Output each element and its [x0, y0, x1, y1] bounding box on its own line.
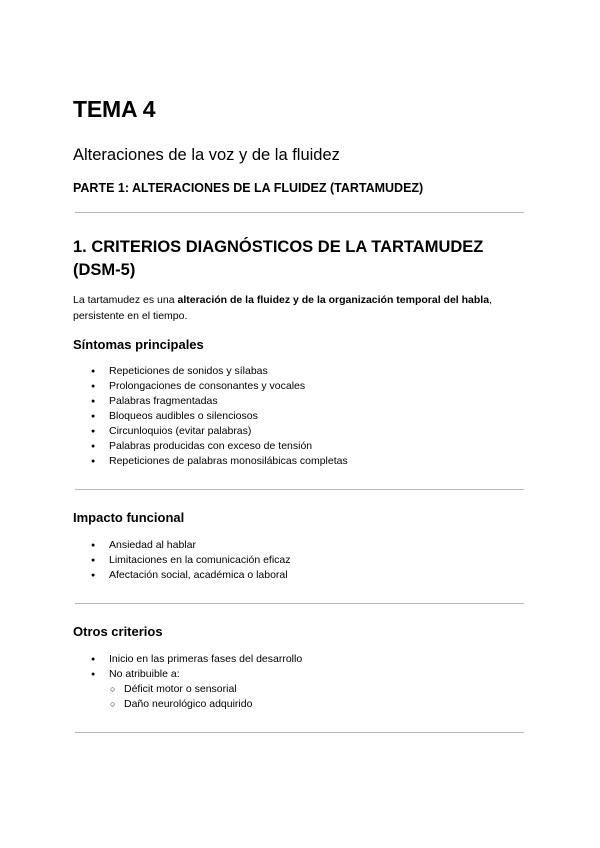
list-item: ● Palabras fragmentadas — [88, 394, 348, 409]
list-item-label: No atribuible a: — [109, 668, 180, 680]
list-item — [88, 667, 302, 682]
sub-list-item — [88, 697, 252, 712]
otros-heading: Otros criterios — [73, 624, 163, 639]
sintomas-heading: Síntomas principales — [73, 337, 204, 352]
intro-paragraph — [73, 292, 543, 324]
sub-list-item-label: Daño neurológico adquirido — [124, 698, 253, 710]
sintomas-list — [88, 364, 348, 469]
intro-bold-text: alteración de la fluidez y de la organización temporal del habla — [177, 294, 490, 306]
intro-text-end: , persistente en el tiempo. — [73, 294, 492, 322]
section-heading: 1. CRITERIOS DIAGNÓSTICOS DE LA TARTAMUDEZ (DSM-5) — [73, 238, 484, 279]
otros-list — [88, 652, 302, 682]
divider — [75, 212, 524, 213]
page-subtitle: Alteraciones de la voz y de la fluidez — [73, 146, 340, 164]
sub-list-item — [88, 682, 252, 697]
list-item: ● Bloqueos audibles o silenciosos — [88, 409, 348, 424]
impacto-list — [88, 538, 291, 583]
part-heading: PARTE 1: ALTERACIONES DE LA FLUIDEZ (TARTAMUDEZ) — [73, 181, 424, 195]
intro-text: La tartamudez es una — [73, 294, 178, 306]
list-item: ● Repeticiones de palabras monosilábicas completas — [88, 454, 348, 469]
list-item: ● Prolongaciones de consonantes y vocales — [88, 379, 348, 394]
divider — [75, 489, 524, 490]
list-item: ● Circunloquios (evitar palabras) — [88, 424, 348, 439]
divider — [75, 732, 524, 733]
divider — [75, 603, 524, 604]
list-item: ● Limitaciones en la comunicación eficaz — [88, 553, 291, 568]
otros-sublist — [88, 682, 252, 712]
list-item: ● Palabras producidas con exceso de tensión — [88, 439, 348, 454]
list-item: ● Afectación social, académica o laboral — [88, 568, 291, 583]
sub-list-item-label: Déficit motor o sensorial — [124, 683, 237, 695]
list-item: ● Repeticiones de sonidos y sílabas — [88, 364, 348, 379]
list-item: ● Ansiedad al hablar — [88, 538, 291, 553]
list-item: ● Inicio en las primeras fases del desarrollo — [88, 652, 302, 667]
impacto-heading: Impacto funcional — [73, 510, 185, 525]
page-title: TEMA 4 — [73, 96, 156, 122]
